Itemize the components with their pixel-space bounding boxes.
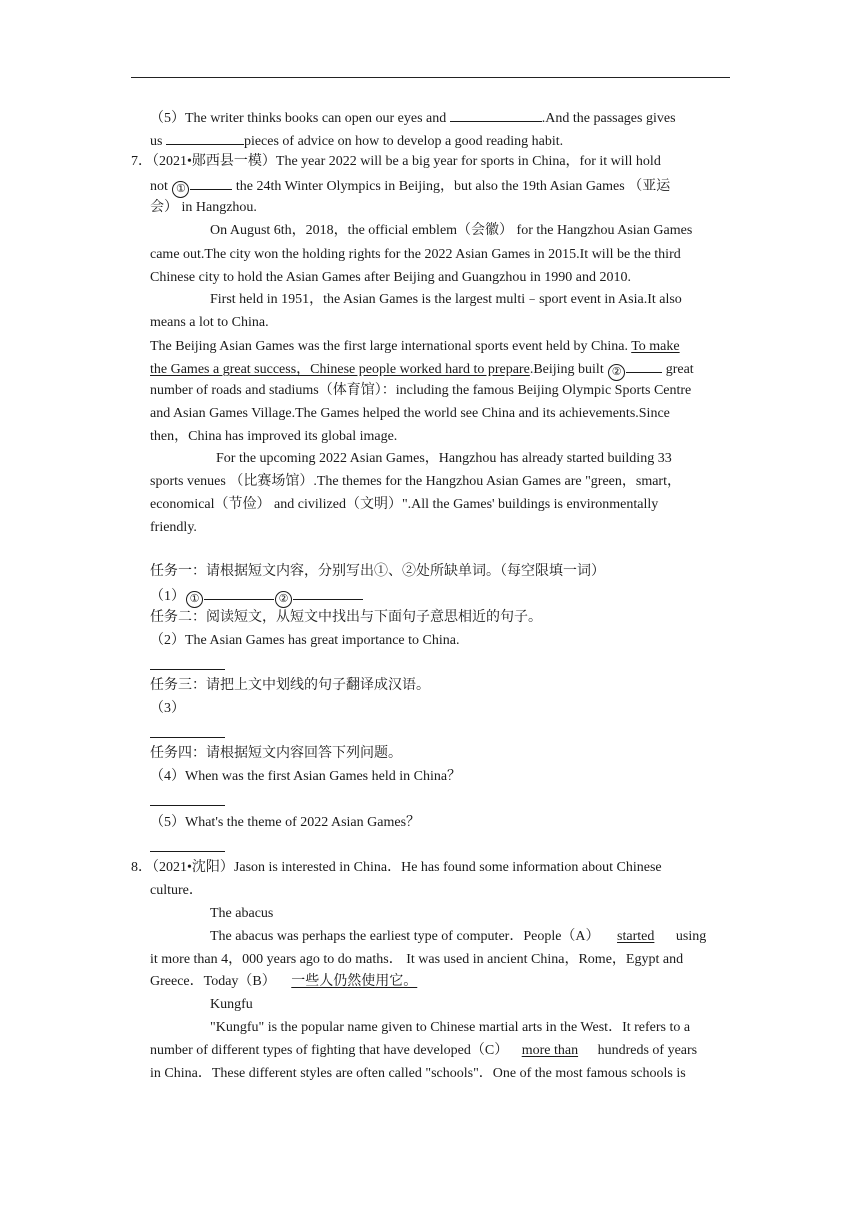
task-4-instruction: 任务四：请根据短文内容回答下列问题。 [150,746,402,761]
answer-field-2[interactable] [293,585,363,600]
task-1-instruction: 任务一：请根据短文内容，分别写出①、②处所缺单词。（每空限填一词） [150,564,605,579]
header-rule [131,77,730,78]
blank-marker-1: ① [172,181,189,198]
q7-para4-line1 [150,337,680,357]
q7-para3-line2: means a lot to China. [150,315,269,330]
kungfu-line-1: "Kungfu" is the popular name given to Chinese martial arts in the West．It refers to a [210,1020,691,1035]
question-number: 7． [131,154,152,169]
q8-text: number of different types of fighting that have developed（C） [150,1043,509,1058]
task-2-instruction: 任务二：阅读短文，从短文中找出与下面句子意思相近的句子。 [150,610,542,625]
q7-para2-line2: came out.The city won the holding rights for the 2022 Asian Games in 2015.It will be the third [150,247,681,262]
q7-text: .Beijing built [529,362,604,377]
task-2-question: （2）The Asian Games has great importance to China. [150,633,460,648]
q7-text: The year 2022 will be a big year for sports in China，for it will hold [275,154,661,169]
q8-text: Jason is interested in China．He has found some information about Chinese [233,860,662,875]
kungfu-line-3: in China．These different styles are often called "schools"．One of the most famous schools is [150,1066,686,1081]
answer-blank-1[interactable] [190,175,232,190]
q7-text: great [665,362,694,377]
question-source: （2021•沈阳） [152,860,234,875]
underlined-sentence: To make [631,339,680,354]
task-number: （1） [150,589,185,604]
answer-blank[interactable] [450,107,542,122]
section-heading-kungfu: Kungfu [210,997,253,1012]
answer-line[interactable] [150,669,225,670]
q7-para5-line1: For the upcoming 2022 Asian Games，Hangzhou has already started building 33 [216,451,672,466]
q8-header [131,858,662,878]
task-1-answer [150,585,363,608]
underlined-sentence: the Games a great success，Chinese people worked hard to prepare [150,362,530,377]
q7-para3-line1: First held in 1951，the Asian Games is the largest multi﹣sport event in Asia.It also [210,292,682,307]
answer-blank[interactable] [166,130,244,145]
abacus-line-2: it more than 4，000 years ago to do maths． It was used in ancient China，Rome，Egypt and [150,952,684,967]
blank-marker-2: ② [608,364,625,381]
underlined-phrase-c: more than [521,1043,579,1058]
q8-text: The abacus was perhaps the earliest type of computer．People（A） [210,929,600,944]
abacus-line-1 [210,927,706,947]
blank-marker-1: ① [186,591,203,608]
q6-text: （5）The writer thinks books can open our eyes and [150,111,447,126]
task-3-question: （3） [150,701,185,716]
answer-line[interactable] [150,737,225,738]
underlined-word-a: started [617,929,655,944]
q7-text: the 24th Winter Olympics in Beijing，but also the 19th Asian Games （亚运 [235,179,671,194]
q7-para4-line5: then，China has improved its global image. [150,429,398,444]
q6-text: us [150,134,163,149]
abacus-line-3 [150,972,417,992]
q7-text: not [150,179,168,194]
q6-text: pieces of advice on how to develop a good reading habit. [243,134,564,149]
q7-para5-line4: friendly. [150,520,197,535]
q8-text: Greece．Today（B） [150,974,276,989]
q7-para5-line3: economical（节俭） and civilized（文明）".All the Games' buildings is environmentally [150,497,659,512]
question-number: 8． [131,860,152,875]
q8-text: hundreds of years [597,1043,698,1058]
answer-line[interactable] [150,805,225,806]
q7-para4-line2 [150,358,694,381]
q7-para5-line2: sports venues （比赛场馆）.The themes for the Hangzhou Asian Games are "green，smart， [150,474,681,489]
section-heading-abacus: The abacus [210,906,274,921]
blank-marker-2: ② [275,591,292,608]
q7-header [131,152,661,172]
task-5-question: （5）What's the theme of 2022 Asian Games？ [150,815,421,830]
q8-line-2: culture． [150,883,203,898]
underlined-sentence-b: 一些人仍然使用它。 [291,974,418,989]
q7-line-2 [150,175,670,198]
q8-text: using [675,929,707,944]
q7-text: The Beijing Asian Games was the first large international sports event held by China. [150,339,628,354]
answer-field-1[interactable] [204,585,274,600]
answer-line[interactable] [150,851,225,852]
q7-para2-line3: Chinese city to hold the Asian Games after Beijing and Guangzhou in 1990 and 2010. [150,270,631,285]
task-4-question: （4）When was the first Asian Games held in China？ [150,769,462,784]
q7-line-3: 会） in Hangzhou. [150,200,257,215]
q7-para2-line1: On August 6th，2018，the official emblem（会徽） for the Hangzhou Asian Games [210,223,693,238]
answer-blank-2[interactable] [626,358,662,373]
q7-para4-line3: number of roads and stadiums（体育馆）：including the famous Beijing Olympic Sports Centre [150,383,692,398]
question-source: （2021•郧西县一模） [152,154,276,169]
q6-line-6 [150,130,563,152]
q6-line-5 [150,107,730,129]
task-3-instruction: 任务三：请把上文中划线的句子翻译成汉语。 [150,678,430,693]
kungfu-line-2 [150,1041,697,1061]
q6-text: .And the passages gives [541,111,676,126]
q7-para4-line4: and Asian Games Village.The Games helped the world see China and its achievements.Since [150,406,670,421]
